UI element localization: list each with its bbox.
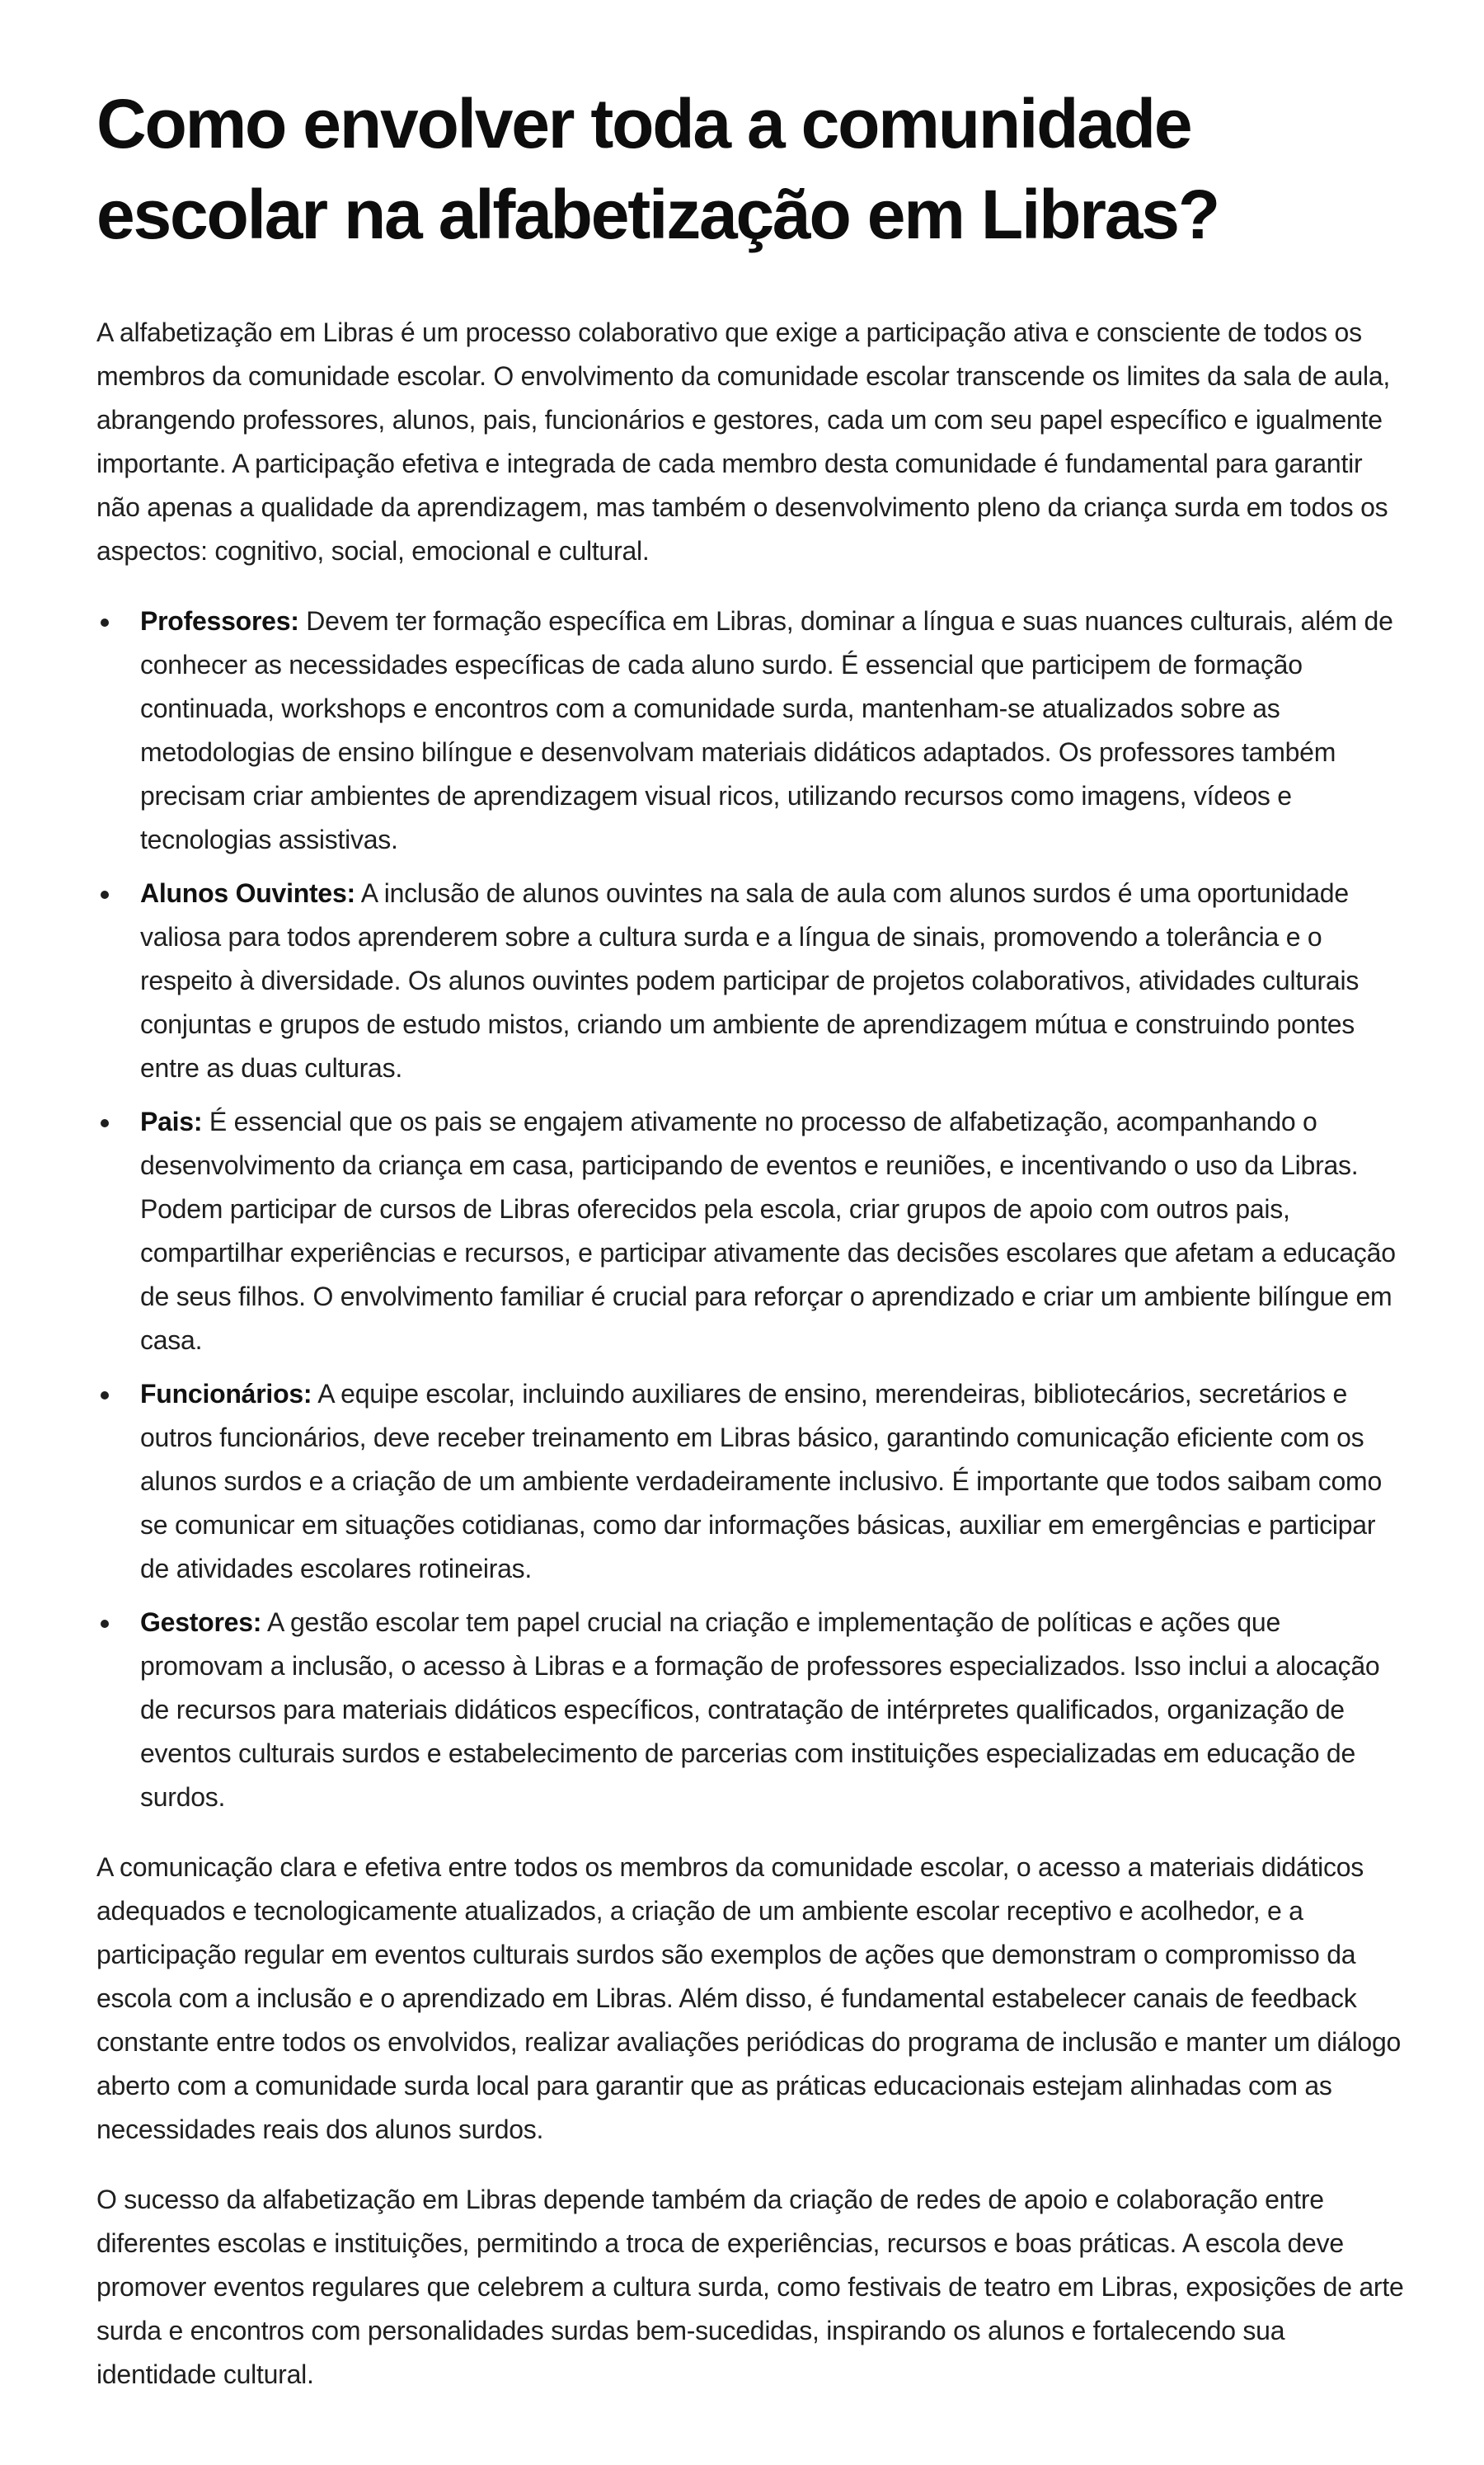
role-description: Devem ter formação específica em Libras, dominar a língua e suas nuances culturais, além de conhecer as necessidades específicas de cada aluno surdo. É essencial que participem de formação continuada, workshops e encontros com a comunidade surda, mantenham-se atualizados sobre as metodologias de ensino bilíngue e desenvolvam materiais didáticos adaptados. Os professores também precisam criar ambientes de aprendizagem visual ricos, utilizando recursos como imagens, vídeos e tecnologias assistivas.: [140, 606, 1393, 854]
list-item-gestores: [96, 1601, 1407, 1819]
bullet-icon: [101, 619, 109, 627]
list-item-professores: [96, 600, 1407, 862]
list-item-pais: [96, 1100, 1407, 1362]
communication-paragraph: A comunicação clara e efetiva entre todos os membros da comunidade escolar, o acesso a materiais didáticos adequados e tecnologicamente atualizados, a criação de um ambiente escolar receptivo e acolhedor, e a participação regular em eventos culturais surdos são exemplos de ações que demonstram o compromisso da escola com a inclusão e o aprendizado em Libras. Além disso, é fundamental estabelecer canais de feedback constante entre todos os envolvidos, realizar avaliações periódicas do programa de inclusão e manter um diálogo aberto com a comunidade surda local para garantir que as práticas educacionais estejam alinhadas com as necessidades reais dos alunos surdos.: [96, 1852, 1402, 2144]
bullet-icon: [101, 1119, 109, 1127]
role-description: É essencial que os pais se engajem ativamente no processo de alfabetização, acompanhando o desenvolvimento da criança em casa, participando de eventos e reuniões, e incentivando o uso da Libras. Podem participar de cursos de Libras oferecidos pela escola, criar grupos de apoio com outros pais, compartilhar experiências e recursos, e participar ativamente das decisões escolares que afetam a educação de seus filhos. O envolvimento familiar é crucial para reforçar o aprendizado e criar um ambiente bilíngue em casa.: [140, 1107, 1396, 1355]
intro-paragraph: A alfabetização em Libras é um processo colaborativo que exige a participação ativa e consciente de todos os membros da comunidade escolar. O envolvimento da comunidade escolar transcende os limites da sala de aula, abrangendo professores, alunos, pais, funcionários e gestores, cada um com seu papel específico e igualmente importante. A participação efetiva e integrada de cada membro desta comunidade é fundamental para garantir não apenas a qualidade da aprendizagem, mas também o desenvolvimento pleno da criança surda em todos os aspectos: cognitivo, social, emocional e cultural.: [96, 318, 1391, 566]
role-term: Funcionários:: [140, 1379, 312, 1409]
role-term: Professores:: [140, 606, 299, 636]
role-description: A inclusão de alunos ouvintes na sala de aula com alunos surdos é uma oportunidade valiosa para todos aprenderem sobre a cultura surda e a língua de sinais, promovendo a tolerância e o respeito à diversidade. Os alunos ouvintes podem participar de projetos colaborativos, atividades culturais conjuntas e grupos de estudo mistos, criando um ambiente de aprendizagem mútua e construindo pontes entre as duas culturas.: [140, 878, 1360, 1083]
role-description: A equipe escolar, incluindo auxiliares de ensino, merendeiras, bibliotecários, secretários e outros funcionários, deve receber treinamento em Libras básico, garantindo comunicação eficiente com os alunos surdos e a criação de um ambiente verdadeiramente inclusivo. É importante que todos saibam como se comunicar em situações cotidianas, como dar informações básicas, auxiliar em emergências e participar de atividades escolares rotineiras.: [140, 1379, 1382, 1583]
bullet-icon: [101, 1391, 109, 1399]
role-term: Pais:: [140, 1107, 203, 1136]
role-description: A gestão escolar tem papel crucial na criação e implementação de políticas e ações que promovam a inclusão, o acesso à Libras e a formação de professores especializados. Isso inclui a alocação de recursos para materiais didáticos específicos, contratação de intérpretes qualificados, organização de eventos culturais surdos e estabelecimento de parcerias com instituições especializadas em educação de surdos.: [140, 1607, 1380, 1812]
article: [96, 78, 1407, 2397]
roles-list: [96, 600, 1407, 1819]
role-term: Gestores:: [140, 1607, 262, 1637]
role-term: Alunos Ouvintes:: [140, 878, 355, 908]
page-title: Como envolver toda a comunidade escolar na alfabetização em Libras?: [96, 85, 1219, 253]
list-item-alunos-ouvintes: [96, 872, 1407, 1090]
bullet-icon: [101, 891, 109, 899]
list-item-funcionarios: [96, 1372, 1407, 1591]
bullet-icon: [101, 1620, 109, 1628]
closing-paragraph: O sucesso da alfabetização em Libras depende também da criação de redes de apoio e colaboração entre diferentes escolas e instituições, permitindo a troca de experiências, recursos e boas práticas. A escola deve promover eventos regulares que celebrem a cultura surda, como festivais de teatro em Libras, exposições de arte surda e encontros com personalidades surdas bem-sucedidas, inspirando os alunos e fortalecendo sua identidade cultural.: [96, 2185, 1404, 2389]
